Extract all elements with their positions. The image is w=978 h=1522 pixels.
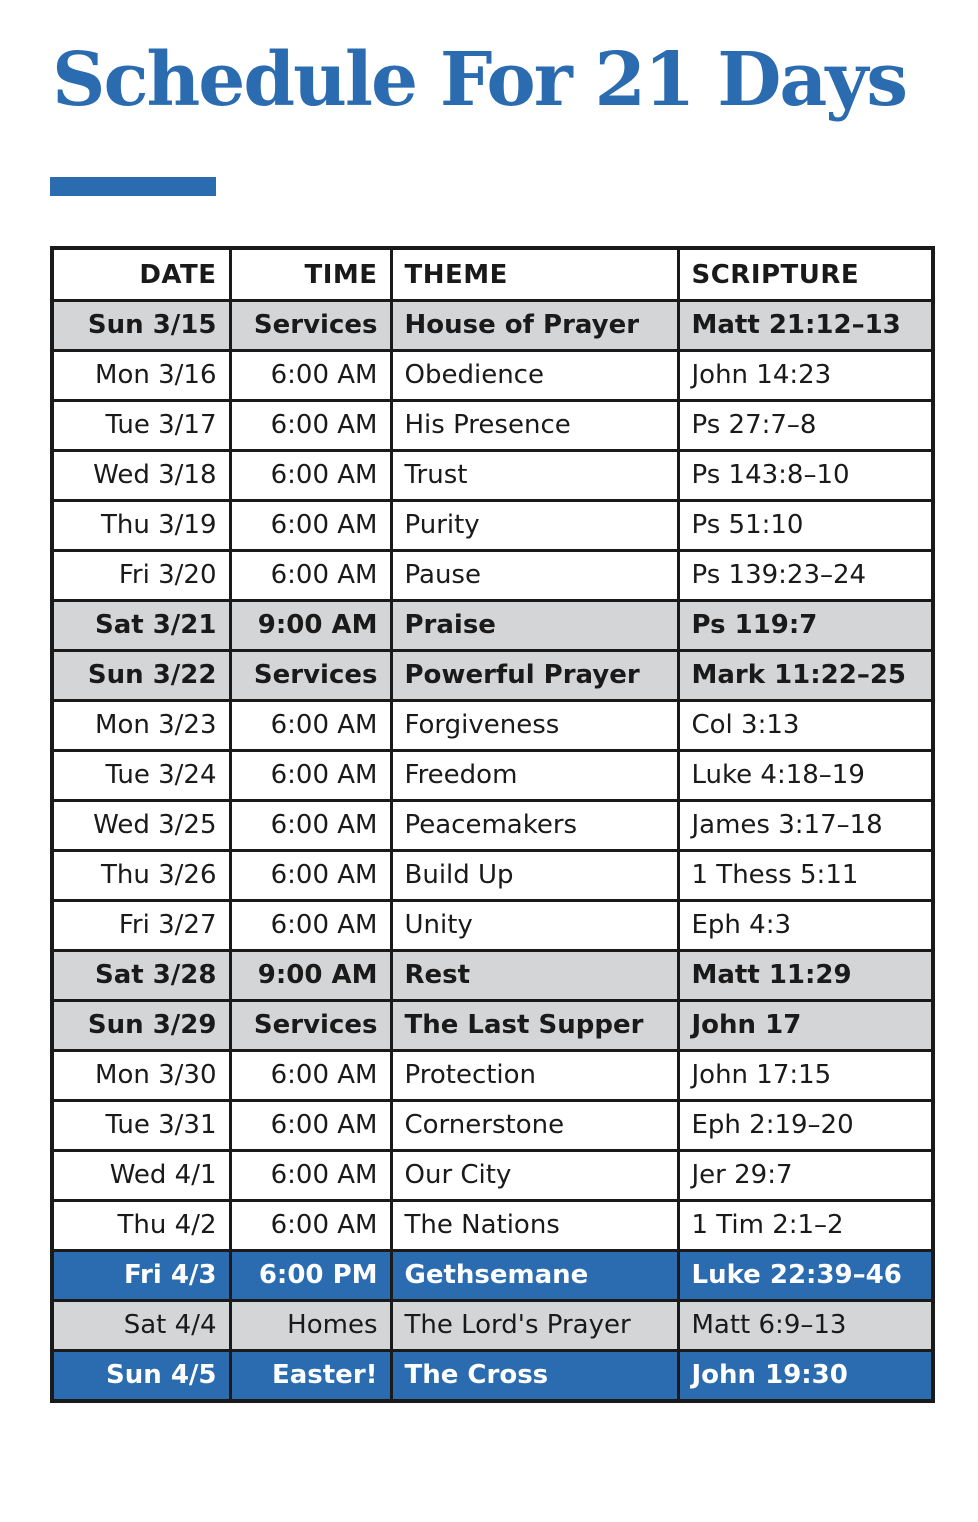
header-date: DATE: [52, 248, 230, 301]
cell-date: Tue 3/24: [52, 751, 230, 801]
cell-time: 6:00 AM: [230, 401, 391, 451]
cell-theme: The Cross: [391, 1351, 678, 1402]
cell-theme: Peacemakers: [391, 801, 678, 851]
cell-date: Sat 4/4: [52, 1301, 230, 1351]
cell-theme: Obedience: [391, 351, 678, 401]
table-row: [52, 551, 933, 601]
table-row: [52, 1251, 933, 1301]
cell-theme: Our City: [391, 1151, 678, 1201]
cell-time: 9:00 AM: [230, 601, 391, 651]
cell-theme: Praise: [391, 601, 678, 651]
cell-scripture: John 19:30: [678, 1351, 933, 1402]
cell-theme: Gethsemane: [391, 1251, 678, 1301]
header-scripture: SCRIPTURE: [678, 248, 933, 301]
cell-theme: House of Prayer: [391, 301, 678, 351]
cell-scripture: John 14:23: [678, 351, 933, 401]
table-row: [52, 351, 933, 401]
cell-scripture: 1 Tim 2:1–2: [678, 1201, 933, 1251]
cell-theme: Protection: [391, 1051, 678, 1101]
cell-time: 6:00 AM: [230, 1051, 391, 1101]
cell-date: Wed 3/25: [52, 801, 230, 851]
header-time: TIME: [230, 248, 391, 301]
cell-scripture: Ps 119:7: [678, 601, 933, 651]
cell-time: 6:00 AM: [230, 451, 391, 501]
cell-theme: Rest: [391, 951, 678, 1001]
table-row: [52, 501, 933, 551]
cell-time: 6:00 AM: [230, 801, 391, 851]
cell-scripture: Matt 6:9–13: [678, 1301, 933, 1351]
cell-scripture: Luke 4:18–19: [678, 751, 933, 801]
cell-scripture: Mark 11:22–25: [678, 651, 933, 701]
cell-scripture: Ps 143:8–10: [678, 451, 933, 501]
table-row: [52, 301, 933, 351]
cell-time: Homes: [230, 1301, 391, 1351]
cell-scripture: John 17: [678, 1001, 933, 1051]
cell-scripture: Ps 51:10: [678, 501, 933, 551]
table-row: [52, 1301, 933, 1351]
table-row: [52, 601, 933, 651]
cell-date: Sun 3/29: [52, 1001, 230, 1051]
table-row: [52, 701, 933, 751]
cell-scripture: 1 Thess 5:11: [678, 851, 933, 901]
cell-theme: The Last Supper: [391, 1001, 678, 1051]
cell-scripture: Eph 2:19–20: [678, 1101, 933, 1151]
cell-theme: Powerful Prayer: [391, 651, 678, 701]
cell-theme: Purity: [391, 501, 678, 551]
table-row: [52, 1001, 933, 1051]
cell-scripture: James 3:17–18: [678, 801, 933, 851]
cell-time: 6:00 PM: [230, 1251, 391, 1301]
cell-time: Services: [230, 301, 391, 351]
cell-time: Services: [230, 1001, 391, 1051]
schedule-body: [52, 301, 933, 1402]
cell-date: Tue 3/31: [52, 1101, 230, 1151]
table-row: [52, 751, 933, 801]
table-row: [52, 1051, 933, 1101]
header-theme: THEME: [391, 248, 678, 301]
cell-time: 6:00 AM: [230, 501, 391, 551]
cell-date: Sat 3/28: [52, 951, 230, 1001]
cell-scripture: Luke 22:39–46: [678, 1251, 933, 1301]
cell-theme: Trust: [391, 451, 678, 501]
table-row: [52, 1201, 933, 1251]
cell-date: Fri 3/20: [52, 551, 230, 601]
cell-theme: Forgiveness: [391, 701, 678, 751]
cell-time: 6:00 AM: [230, 1151, 391, 1201]
cell-theme: The Nations: [391, 1201, 678, 1251]
cell-date: Thu 3/19: [52, 501, 230, 551]
cell-scripture: Col 3:13: [678, 701, 933, 751]
table-row: [52, 401, 933, 451]
cell-scripture: Jer 29:7: [678, 1151, 933, 1201]
cell-scripture: Eph 4:3: [678, 901, 933, 951]
cell-time: 6:00 AM: [230, 1201, 391, 1251]
cell-date: Sun 3/15: [52, 301, 230, 351]
cell-theme: Unity: [391, 901, 678, 951]
cell-time: 9:00 AM: [230, 951, 391, 1001]
table-row: [52, 851, 933, 901]
cell-scripture: Ps 27:7–8: [678, 401, 933, 451]
cell-scripture: Ps 139:23–24: [678, 551, 933, 601]
cell-time: 6:00 AM: [230, 1101, 391, 1151]
schedule-table: [50, 246, 935, 1403]
cell-date: Sat 3/21: [52, 601, 230, 651]
page-title: Schedule For 21 Days: [52, 37, 906, 123]
cell-time: 6:00 AM: [230, 901, 391, 951]
cell-date: Mon 3/30: [52, 1051, 230, 1101]
table-row: [52, 951, 933, 1001]
cell-date: Sun 4/5: [52, 1351, 230, 1402]
cell-date: Thu 4/2: [52, 1201, 230, 1251]
table-header-row: [52, 248, 933, 301]
table-row: [52, 1151, 933, 1201]
cell-time: 6:00 AM: [230, 851, 391, 901]
cell-time: 6:00 AM: [230, 351, 391, 401]
cell-date: Mon 3/16: [52, 351, 230, 401]
cell-time: 6:00 AM: [230, 551, 391, 601]
cell-theme: Freedom: [391, 751, 678, 801]
cell-date: Fri 3/27: [52, 901, 230, 951]
cell-date: Thu 3/26: [52, 851, 230, 901]
cell-theme: The Lord's Prayer: [391, 1301, 678, 1351]
cell-time: Services: [230, 651, 391, 701]
cell-date: Wed 4/1: [52, 1151, 230, 1201]
cell-scripture: Matt 11:29: [678, 951, 933, 1001]
title-accent-bar: [50, 177, 216, 196]
table-row: [52, 1351, 933, 1402]
cell-theme: His Presence: [391, 401, 678, 451]
cell-date: Tue 3/17: [52, 401, 230, 451]
cell-time: Easter!: [230, 1351, 391, 1402]
table-row: [52, 801, 933, 851]
cell-time: 6:00 AM: [230, 701, 391, 751]
table-row: [52, 901, 933, 951]
cell-theme: Cornerstone: [391, 1101, 678, 1151]
table-row: [52, 651, 933, 701]
cell-date: Sun 3/22: [52, 651, 230, 701]
cell-scripture: Matt 21:12–13: [678, 301, 933, 351]
table-row: [52, 451, 933, 501]
table-row: [52, 1101, 933, 1151]
cell-time: 6:00 AM: [230, 751, 391, 801]
cell-scripture: John 17:15: [678, 1051, 933, 1101]
cell-date: Fri 4/3: [52, 1251, 230, 1301]
cell-date: Wed 3/18: [52, 451, 230, 501]
cell-theme: Pause: [391, 551, 678, 601]
cell-date: Mon 3/23: [52, 701, 230, 751]
cell-theme: Build Up: [391, 851, 678, 901]
